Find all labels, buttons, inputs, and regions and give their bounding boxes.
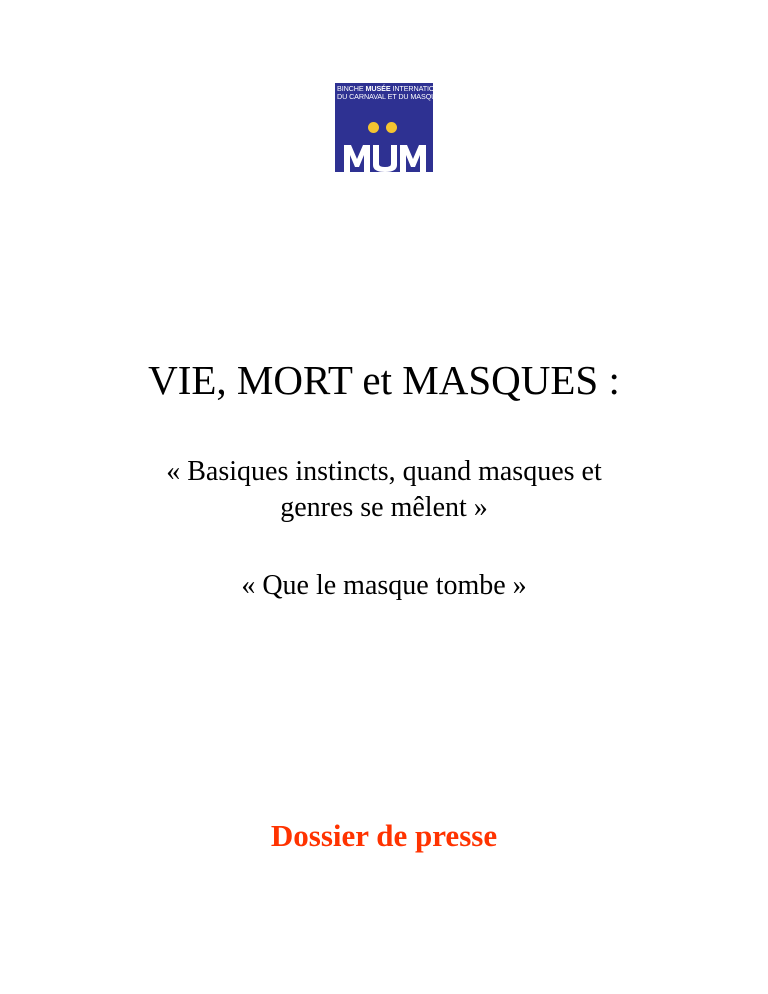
subtitle-line-2: genres se mêlent » — [280, 492, 488, 523]
logo-text-binche: BINCHE — [337, 84, 366, 93]
logo-mum-lettering — [344, 145, 426, 172]
logo-dot-right — [386, 122, 397, 133]
press-kit-label: Dossier de presse — [270, 818, 498, 853]
document-title: VIE, MORT et MASQUES : — [148, 357, 620, 403]
logo-text-line-2: DU CARNAVAL ET DU MASQUE — [337, 92, 441, 101]
document-subtitle-2: « Que le masque tombe » — [241, 570, 527, 601]
logo-dot-left — [368, 122, 379, 133]
logo-text-international: INTERNATIONAL — [390, 84, 449, 93]
museum-logo — [335, 83, 449, 172]
logo-text-musee: MUSÉE — [365, 84, 391, 93]
subtitle-line-1: « Basiques instincts, quand masques et — [166, 456, 602, 487]
document-subtitle — [0, 454, 768, 526]
